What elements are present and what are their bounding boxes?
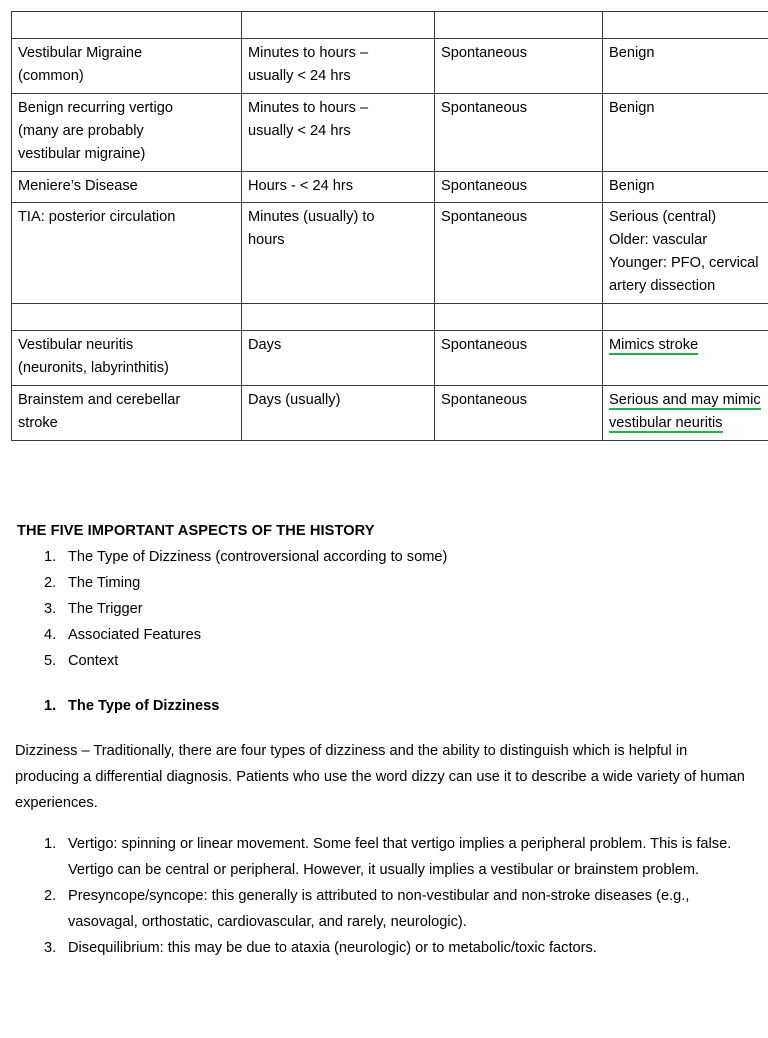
list-item-number: 3.	[44, 939, 57, 956]
list-item-number: 1.	[44, 549, 57, 566]
vertical-spacer	[0, 720, 768, 739]
table-cell-severity	[603, 203, 768, 304]
list-item-label: The Trigger	[68, 601, 143, 618]
cell-text-line: artery dissection	[609, 278, 716, 295]
list-item-label: Context	[68, 653, 119, 670]
table-cell-duration	[242, 39, 435, 94]
table-cell-diagnosis	[12, 93, 242, 171]
cell-text-line: Benign	[609, 177, 655, 194]
cell-text-line: usually < 24 hrs	[248, 122, 351, 139]
list-item	[0, 623, 768, 649]
table-cell-trigger	[435, 331, 603, 386]
subsection-number: 1.	[44, 698, 57, 715]
list-item-number: 2.	[44, 888, 57, 904]
list-item	[0, 936, 768, 962]
cell-text-line: Brainstem and cerebellar	[18, 391, 181, 408]
table-cell	[242, 12, 435, 39]
table-cell-severity-highlighted	[603, 385, 768, 440]
table-cell-trigger	[435, 171, 603, 203]
list-item-label: Presyncope/syncope: this generally is attributed to non-vestibular and non-stroke diseases (e.g., vasovagal, orthostatic, cardiovascular, and rarely, neurologic).	[68, 888, 690, 930]
table-row-spacer	[12, 304, 768, 331]
list-item	[0, 597, 768, 623]
cell-text-line: Benign	[609, 45, 655, 61]
list-item-label: Vertigo: spinning or linear movement. Some feel that vertigo implies a peripheral problem. This is false. Vertigo can be central or peripheral. However, it usually implies a vestibular or brainstem problem.	[68, 836, 732, 879]
cell-text-line-underlined: Serious and may mimic	[609, 391, 761, 408]
table-cell-trigger	[435, 385, 603, 440]
table-row	[12, 171, 768, 203]
table-cell	[242, 304, 435, 331]
cell-text-line: (neuronits, labyrinthitis)	[18, 359, 169, 376]
list-item-number: 3.	[44, 601, 57, 618]
table-row	[12, 331, 768, 386]
cell-text-line: hours	[248, 232, 285, 249]
table-cell-duration	[242, 331, 435, 386]
cell-text-line: Spontaneous	[441, 177, 528, 194]
document-body	[0, 520, 768, 962]
cell-text-line: Days	[248, 337, 282, 354]
cell-text-line: usually < 24 hrs	[248, 67, 351, 84]
cell-text-line: Older: vascular	[609, 232, 708, 249]
table-row	[12, 385, 768, 440]
cell-text-line: Vestibular neuritis	[18, 337, 134, 354]
list-item	[0, 832, 768, 884]
table-cell	[435, 12, 603, 39]
cell-text-line: Spontaneous	[441, 99, 528, 116]
vertical-spacer	[0, 817, 768, 832]
list-item-number: 2.	[44, 575, 57, 592]
table-cell-trigger	[435, 39, 603, 94]
table-row	[12, 39, 768, 94]
table-cell	[12, 12, 242, 39]
list-item-number: 4.	[44, 627, 57, 644]
cell-text-line: Minutes to hours –	[248, 45, 369, 61]
cell-text-line: Days (usually)	[248, 391, 341, 408]
vertigo-differential-table-wrapper	[11, 11, 761, 441]
list-item	[0, 545, 768, 571]
definition-paragraph: Dizziness – Traditionally, there are four types of dizziness and the ability to distinguish which is helpful in producing a differential diagnosis. Patients who use the word dizzy can use it to describe a wide variety of human experiences.	[15, 743, 745, 812]
vertigo-differential-table	[11, 11, 768, 441]
table-cell-duration	[242, 93, 435, 171]
subsection-title: The Type of Dizziness	[68, 698, 220, 715]
list-item-label: The Type of Dizziness (controversional according to some)	[68, 549, 448, 566]
list-item	[0, 571, 768, 597]
table-cell-severity	[603, 93, 768, 171]
vertical-spacer	[0, 675, 768, 694]
cell-text-line: (many are probably	[18, 122, 144, 139]
table-cell-trigger	[435, 203, 603, 304]
list-item-number: 1.	[44, 836, 57, 853]
cell-text-line: Minutes to hours –	[248, 99, 369, 116]
cell-text-line: TIA: posterior circulation	[18, 209, 176, 226]
table-cell-diagnosis	[12, 203, 242, 304]
table-row-spacer	[12, 12, 768, 39]
cell-text-line: stroke	[18, 414, 58, 431]
cell-text-line: vestibular migraine)	[18, 145, 146, 162]
table-cell-severity-highlighted	[603, 331, 768, 386]
subsection-heading-item	[0, 694, 768, 720]
subsection-heading-list	[0, 694, 768, 720]
cell-text-line-underlined: vestibular neuritis	[609, 414, 723, 431]
cell-text-line: (common)	[18, 67, 84, 84]
table-cell-diagnosis	[12, 39, 242, 94]
table-cell	[603, 12, 768, 39]
dizziness-types-list	[0, 832, 768, 962]
table-cell-duration	[242, 385, 435, 440]
cell-text-line-underlined: Mimics stroke	[609, 337, 699, 354]
history-aspects-list	[0, 545, 768, 675]
cell-text-line: Younger: PFO, cervical	[609, 255, 759, 272]
cell-text-line: Benign recurring vertigo	[18, 99, 173, 116]
table-cell-diagnosis	[12, 171, 242, 203]
cell-text-line: Serious (central)	[609, 209, 717, 226]
table-cell-duration	[242, 203, 435, 304]
table-cell	[12, 304, 242, 331]
list-item	[0, 884, 768, 936]
cell-text-line: Spontaneous	[441, 209, 528, 226]
table-cell-severity	[603, 171, 768, 203]
table-cell	[603, 304, 768, 331]
cell-text-line: Benign	[609, 99, 655, 116]
list-item-label: The Timing	[68, 575, 141, 592]
table-cell-severity	[603, 39, 768, 94]
cell-text-line: Minutes (usually) to	[248, 209, 375, 226]
cell-text-line: Spontaneous	[441, 45, 528, 61]
cell-text-line: Spontaneous	[441, 391, 528, 408]
table-cell-trigger	[435, 93, 603, 171]
table-cell-diagnosis	[12, 331, 242, 386]
table-row	[12, 203, 768, 304]
list-item-number: 5.	[44, 653, 57, 670]
cell-text-line: Vestibular Migraine	[18, 45, 143, 61]
cell-text-line: Spontaneous	[441, 337, 528, 354]
list-item-label: Disequilibrium: this may be due to ataxia (neurologic) or to metabolic/toxic factors.	[68, 939, 597, 956]
list-item	[0, 649, 768, 675]
history-section-heading: THE FIVE IMPORTANT ASPECTS OF THE HISTORY	[17, 523, 375, 539]
table-cell	[435, 304, 603, 331]
table-row	[12, 93, 768, 171]
cell-text-line: Hours - < 24 hrs	[248, 177, 354, 194]
list-item-label: Associated Features	[68, 627, 202, 644]
cell-text-line: Meniere’s Disease	[18, 177, 138, 194]
table-cell-diagnosis	[12, 385, 242, 440]
table-cell-duration	[242, 171, 435, 203]
